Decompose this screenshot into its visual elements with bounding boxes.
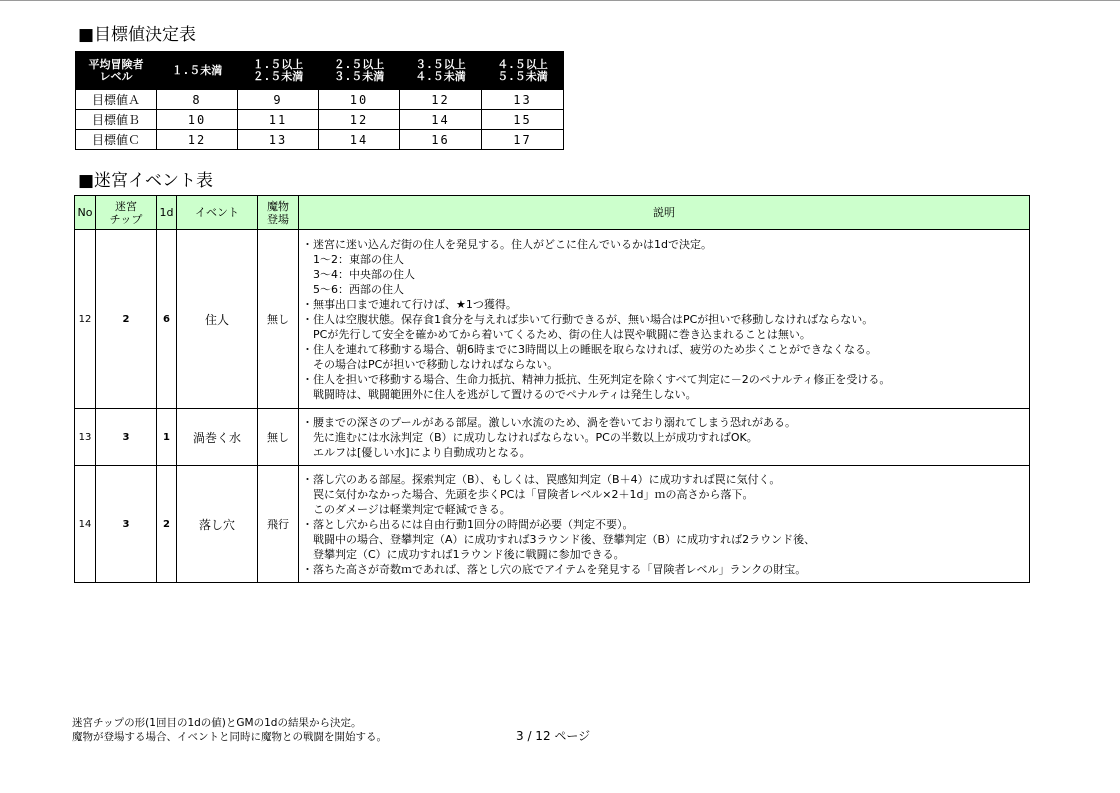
- description-line: ・腰までの深さのプールがある部屋。激しい水流のため、渦を巻いており溺れてしまう恐れがある。: [302, 415, 797, 429]
- table-cell: 14: [319, 130, 400, 150]
- table-cell: 12: [157, 130, 238, 150]
- table-cell: 17: [482, 130, 564, 150]
- description-line: ・落し穴のある部屋。探索判定（B）、もしくは、罠感知判定（B＋4）に成功すれば罠に気付く。: [302, 472, 781, 486]
- description-line: ・住人は空腹状態。保存食1食分を与えれば歩いて行動できるが、無い場合はPCが担いで移動しなければならない。: [302, 312, 874, 326]
- event-description: [299, 409, 1030, 466]
- footer-note-line: 迷宮チップの形(1回目の1dの値)とGMの1dの結果から決定。: [72, 717, 362, 729]
- description-line: このダメージは軽業判定で軽減できる。: [302, 502, 511, 516]
- page-top-border: [0, 0, 1120, 1]
- table-cell: 13: [238, 130, 319, 150]
- event-chip: 3: [96, 409, 157, 466]
- event-row: [75, 230, 1030, 409]
- header-monster: 魔物 登場: [258, 196, 299, 230]
- description-line: その場合はPCが担いで移動しなければならない。: [302, 357, 559, 371]
- event-no: 12: [75, 230, 96, 409]
- target-header-cell: １.５以上 ２.５未満: [238, 52, 319, 90]
- event-1d: 1: [157, 409, 177, 466]
- target-header-cell: ３.５以上 ４.５未満: [400, 52, 482, 90]
- table-cell: 15: [482, 110, 564, 130]
- event-name: 渦巻く水: [177, 409, 258, 466]
- description-line: エルフは[優しい水]により自動成功となる。: [302, 445, 531, 459]
- description-line: ・落とし穴から出るには自由行動1回分の時間が必要（判定不要）。: [302, 517, 634, 531]
- header-description: 説明: [299, 196, 1030, 230]
- event-header-row: [75, 196, 1030, 230]
- table-cell: 10: [319, 90, 400, 110]
- event-monster: 飛行: [258, 466, 299, 583]
- description-line: 戦闘時は、戦闘範囲外に住人を逃がして置けるのでペナルティは発生しない。: [302, 387, 697, 401]
- table-cell: 10: [157, 110, 238, 130]
- table-cell: 11: [238, 110, 319, 130]
- target-header-cell: ２.５以上 ３.５未満: [319, 52, 400, 90]
- event-1d: 2: [157, 466, 177, 583]
- table-cell: 14: [400, 110, 482, 130]
- table-cell: 9: [238, 90, 319, 110]
- target-header-cell: １.５未満: [157, 52, 238, 90]
- event-name: 住人: [177, 230, 258, 409]
- target-header-cell: ４.５以上 ５.５未満: [482, 52, 564, 90]
- event-description: [299, 466, 1030, 583]
- description-line: ・住人を担いで移動する場合、生命力抵抗、精神力抵抗、生死判定を除くすべて判定に－2のペナルティ修正を受ける。: [302, 372, 891, 386]
- event-table-title: ■迷宮イベント表: [78, 171, 214, 191]
- header-event: イベント: [177, 196, 258, 230]
- event-row: [75, 409, 1030, 466]
- target-header-row: [76, 52, 564, 90]
- row-label: 目標値Ｂ: [76, 110, 157, 130]
- description-line: ・無事出口まで連れて行けば、★1つ獲得。: [302, 297, 517, 311]
- footer-note: [72, 716, 387, 744]
- event-name: 落し穴: [177, 466, 258, 583]
- description-line: PCが先行して安全を確かめてから着いてくるため、街の住人は罠や戦闘に巻き込まれることは無い。: [302, 327, 811, 341]
- event-description: [299, 230, 1030, 409]
- target-header-cell: 平均冒険者 レベル: [76, 52, 157, 90]
- table-cell: 13: [482, 90, 564, 110]
- row-label: 目標値Ａ: [76, 90, 157, 110]
- table-row: [76, 130, 564, 150]
- description-line: 先に進むには水泳判定（B）に成功しなければならない。PCの半数以上が成功すればOK。: [302, 430, 758, 444]
- table-cell: 16: [400, 130, 482, 150]
- labyrinth-event-table: [74, 195, 1030, 583]
- header-chip: 迷宮 チップ: [96, 196, 157, 230]
- event-chip: 2: [96, 230, 157, 409]
- header-1d: 1d: [157, 196, 177, 230]
- table-row: [76, 90, 564, 110]
- table-cell: 8: [157, 90, 238, 110]
- table-cell: 12: [400, 90, 482, 110]
- event-chip: 3: [96, 466, 157, 583]
- description-line: ・住人を連れて移動する場合、朝6時までに3時間以上の睡眠を取らなければ、疲労のため歩くことができなくなる。: [302, 342, 877, 356]
- event-no: 14: [75, 466, 96, 583]
- event-monster: 無し: [258, 230, 299, 409]
- description-line: 戦闘中の場合、登攀判定（A）に成功すれば3ラウンド後、登攀判定（B）に成功すれば2ラウンド後、: [302, 532, 816, 546]
- description-line: 1～2：東部の住人: [302, 252, 404, 266]
- page-number: 3 / 12 ページ: [516, 729, 591, 743]
- target-value-table: [75, 51, 564, 150]
- event-1d: 6: [157, 230, 177, 409]
- description-line: ・落ちた高さが奇数ｍであれば、落とし穴の底でアイテムを発見する「冒険者レベル」ランクの財宝。: [302, 562, 807, 576]
- row-label: 目標値Ｃ: [76, 130, 157, 150]
- description-line: ・迷宮に迷い込んだ街の住人を発見する。住人がどこに住んでいるかは1dで決定。: [302, 237, 712, 251]
- target-table-title: ■目標値決定表: [78, 25, 197, 45]
- footer-note-line: 魔物が登場する場合、イベントと同時に魔物との戦闘を開始する。: [72, 731, 387, 743]
- event-row: [75, 466, 1030, 583]
- description-line: 登攀判定（C）に成功すれば1ラウンド後に戦闘に参加できる。: [302, 547, 625, 561]
- description-line: 3～4：中央部の住人: [302, 267, 415, 281]
- header-no: No: [75, 196, 96, 230]
- event-no: 13: [75, 409, 96, 466]
- description-line: 5～6：西部の住人: [302, 282, 404, 296]
- description-line: 罠に気付かなかった場合、先頭を歩くPCは「冒険者レベル×2＋1d」ｍの高さから落下。: [302, 487, 754, 501]
- table-cell: 12: [319, 110, 400, 130]
- table-row: [76, 110, 564, 130]
- event-monster: 無し: [258, 409, 299, 466]
